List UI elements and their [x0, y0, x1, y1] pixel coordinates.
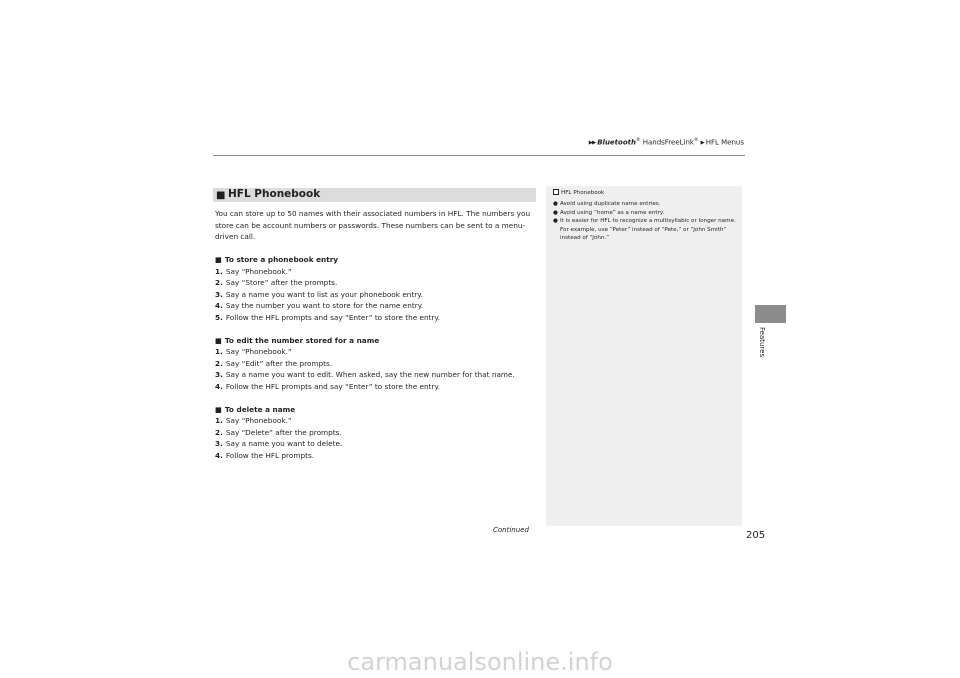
step: 1. Say “Phonebook.”	[215, 416, 292, 425]
continued-label: Continued	[493, 526, 529, 534]
section-heading	[213, 188, 536, 202]
side-note-heading: HFL Phonebook	[553, 189, 738, 197]
registered-mark: ®	[635, 138, 641, 143]
step: 1. Say “Phonebook.”	[215, 266, 292, 276]
list-item: ● Avoid using “home” as a name entry.	[553, 209, 665, 216]
breadcrumb	[520, 138, 744, 146]
watermark: carmanualsonline.info	[347, 648, 613, 676]
bullet-icon: ●	[553, 209, 558, 216]
header-rule	[213, 155, 745, 156]
side-note-list	[553, 200, 738, 242]
breadcrumb-arrows-icon: ▶▶	[588, 140, 596, 147]
breadcrumb-arrow-icon: ▶	[700, 140, 704, 147]
subsection-title: ■ To delete a name	[215, 404, 296, 414]
step: 5. Follow the HFL prompts and say “Enter” to store the entry.	[215, 312, 441, 322]
breadcrumb-hfl-menus: HFL Menus	[705, 138, 744, 147]
step: 3. Say a name you want to edit. When asked, say the new number for that name.	[215, 370, 515, 379]
features-tab-label: Features	[758, 327, 766, 358]
side-note-panel	[546, 186, 742, 526]
step: 2. Say “Delete” after the prompts.	[215, 427, 342, 437]
list-item: ● Avoid using duplicate name entries.	[553, 201, 661, 208]
square-bullet-icon: ■	[216, 190, 226, 201]
list-item: ● It is easier for HFL to recognize a multisyllabic or longer name. For example, use “Peter” instead of “Pete,” or “John Smith” instead of “John.”	[553, 218, 736, 242]
step: 2. Say “Edit” after the prompts.	[215, 358, 333, 368]
breadcrumb-bluetooth: Bluetooth	[597, 138, 636, 147]
step: 3. Say a name you want to list as your phonebook entry.	[215, 289, 423, 299]
step: 1. Say “Phonebook.”	[215, 347, 292, 356]
bullet-icon: ●	[553, 201, 558, 208]
step: 2. Say “Store” after the prompts.	[215, 278, 338, 287]
step: 4. Follow the HFL prompts.	[215, 450, 315, 460]
step: 3. Say a name you want to delete.	[215, 439, 343, 448]
registered-mark: ®	[693, 138, 699, 143]
page-number: 205	[746, 530, 766, 541]
square-bullet-icon: ■	[215, 335, 222, 345]
bullet-icon: ●	[553, 218, 558, 225]
breadcrumb-handsfreelink: HandsFreeLink	[640, 138, 694, 147]
intro-paragraph: You can store up to 50 names with their associated numbers in HFL. The numbers you store can be account numbers or passwords. These numbers can be sent to a menu-driven call.	[215, 209, 531, 241]
main-content	[215, 208, 540, 461]
features-thumb-tab[interactable]	[755, 305, 786, 323]
step: 4. Follow the HFL prompts and say “Enter” to store the entry.	[215, 381, 441, 391]
subsection-title: ■ To store a phonebook entry	[215, 255, 339, 264]
square-bullet-icon: ■	[215, 404, 222, 414]
step: 4. Say the number you want to store for the name entry.	[215, 301, 424, 310]
note-box-icon	[553, 189, 559, 195]
section-title: HFL Phonebook	[228, 188, 321, 200]
subsection-title: ■ To edit the number stored for a name	[215, 335, 380, 345]
square-bullet-icon: ■	[215, 255, 222, 264]
